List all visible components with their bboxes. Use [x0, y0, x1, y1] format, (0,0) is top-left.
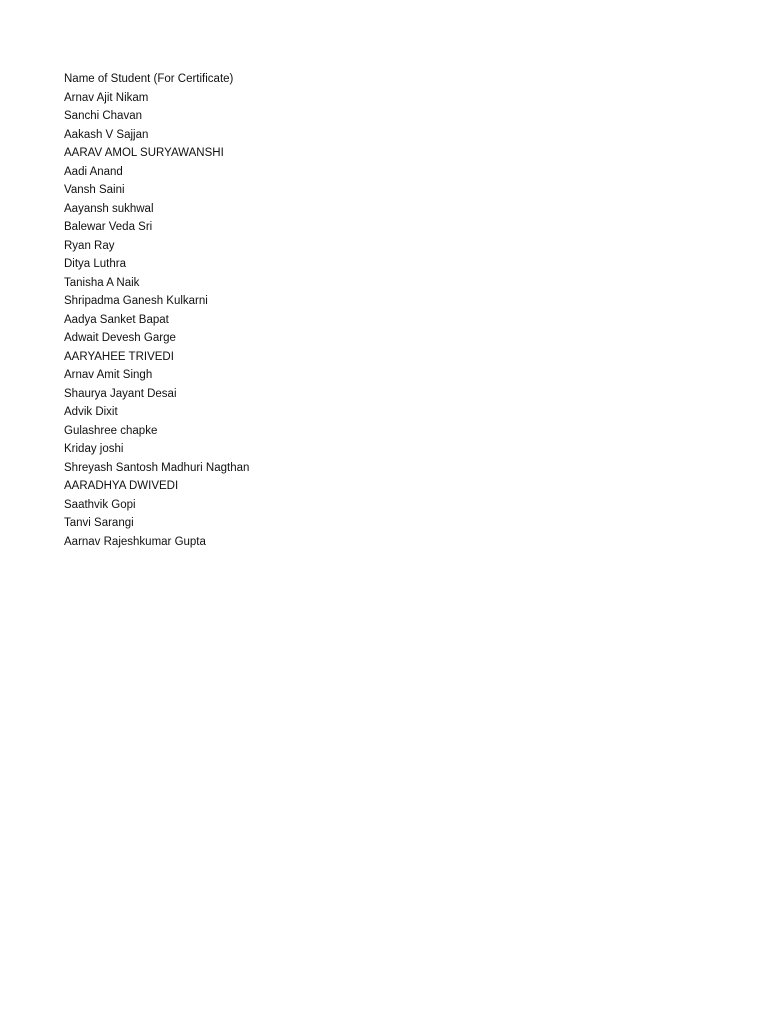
student-name: Sanchi Chavan	[64, 110, 142, 122]
student-name: Aakash V Sajjan	[64, 128, 149, 141]
student-name: Ditya Luthra	[64, 258, 127, 270]
student-name: Arnav Amit Singh	[64, 369, 153, 381]
student-name: Gulashree chapke	[64, 424, 158, 437]
student-name: Balewar Veda Sri	[64, 221, 153, 233]
student-name: Advik Dixit	[64, 406, 118, 418]
student-name: Tanisha A Naik	[64, 276, 140, 289]
student-name: Tanvi Sarangi	[64, 517, 134, 529]
student-name: Vansh Saini	[64, 184, 125, 196]
student-name: Adwait Devesh Garge	[64, 332, 176, 344]
student-name: AARYAHEE TRIVEDI	[64, 350, 174, 363]
student-name: AARADHYA DWIVEDI	[64, 480, 179, 492]
student-name: Kriday joshi	[64, 443, 124, 455]
student-name-list	[64, 70, 249, 551]
student-name: Shaurya Jayant Desai	[64, 387, 177, 400]
column-header: Name of Student (For Certificate)	[64, 73, 234, 85]
student-name: Aarnav Rajeshkumar Gupta	[64, 535, 206, 548]
student-name: AARAV AMOL SURYAWANSHI	[64, 147, 224, 159]
student-name: Shripadma Ganesh Kulkarni	[64, 295, 208, 307]
student-name: Aayansh sukhwal	[64, 202, 154, 215]
student-name: Arnav Ajit Nikam	[64, 91, 149, 104]
student-name: Ryan Ray	[64, 239, 115, 252]
student-name: Aadi Anand	[64, 165, 123, 178]
student-name: Aadya Sanket Bapat	[64, 313, 169, 326]
student-name: Shreyash Santosh Madhuri Nagthan	[64, 461, 250, 474]
student-name: Saathvik Gopi	[64, 498, 136, 511]
